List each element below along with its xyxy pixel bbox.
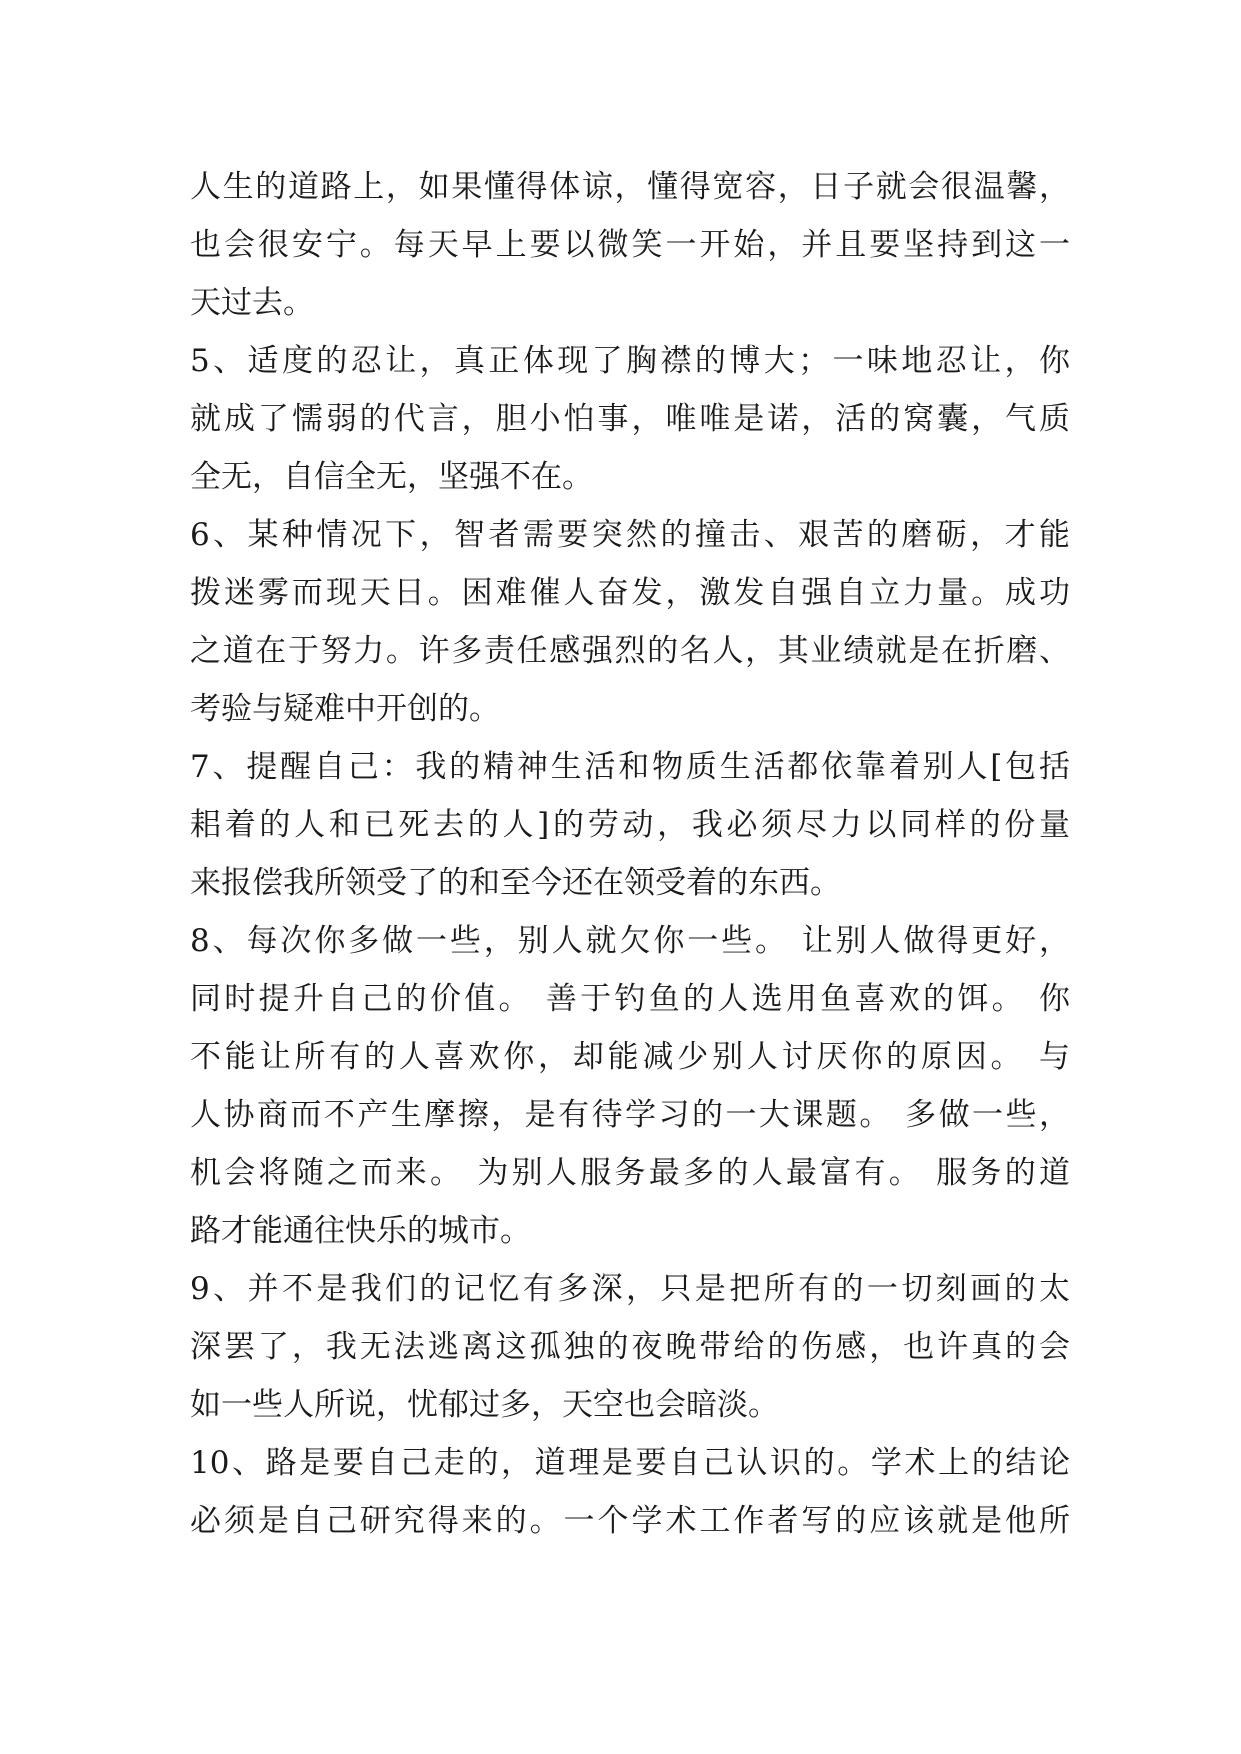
text-line: 深罢了，我无法逃离这孤独的夜晚带给的伤感，也许真的会 [190,1329,1070,1365]
text-line: 机会将随之而来。 为别人服务最多的人最富有。 服务的道 [190,1155,1070,1191]
text-line: 必须是自己研究得来的。一个学术工作者写的应该就是他所 [190,1503,1070,1539]
text-line: 来报偿我所领受了的和至今还在领受着的东西。 [190,865,841,901]
text-line: 10、路是要自己走的，道理是要自己认识的。学术上的结论 [190,1445,1070,1481]
text-line: 考验与疑难中开创的。 [190,691,500,727]
text-line: 7、提醒自己：我的精神生活和物质生活都依靠着别人[包括 [190,749,1070,785]
text-line: 人协商而不产生摩擦，是有待学习的一大课题。 多做一些， [190,1097,1070,1133]
text-line: 8、每次你多做一些，别人就欠你一些。 让别人做得更好， [190,923,1070,959]
text-line: 5、适度的忍让，真正体现了胸襟的博大；一味地忍让，你 [190,343,1070,379]
document-body [190,158,1070,1550]
text-line: 6、某种情况下，智者需要突然的撞击、艰苦的磨砺，才能 [190,517,1070,553]
text-line: 如一些人所说，忧郁过多，天空也会暗淡。 [190,1387,779,1423]
text-line: 不能让所有的人喜欢你，却能减少别人讨厌你的原因。 与 [190,1039,1070,1075]
text-line: 就成了懦弱的代言，胆小怕事，唯唯是诺，活的窝囊，气质 [190,401,1070,437]
text-line: 拨迷雾而现天日。困难催人奋发，激发自强自立力量。成功 [190,575,1070,611]
text-line: 之道在于努力。许多责任感强烈的名人，其业绩就是在折磨、 [190,633,1070,669]
text-line: 天过去。 [190,285,314,321]
text-line: 也会很安宁。每天早上要以微笑一开始，并且要坚持到这一 [190,227,1070,263]
text-line: 耜着的人和已死去的人]的劳动，我必须尽力以同样的份量 [190,807,1070,843]
text-line: 同时提升自己的价值。 善于钓鱼的人选用鱼喜欢的饵。 你 [190,981,1070,1017]
text-line: 9、并不是我们的记忆有多深，只是把所有的一切刻画的太 [190,1271,1070,1307]
text-line: 路才能通往快乐的城市。 [190,1213,531,1249]
text-line: 全无，自信全无，坚强不在。 [190,459,593,495]
text-line: 人生的道路上，如果懂得体谅，懂得宽容，日子就会很温馨， [190,169,1070,205]
